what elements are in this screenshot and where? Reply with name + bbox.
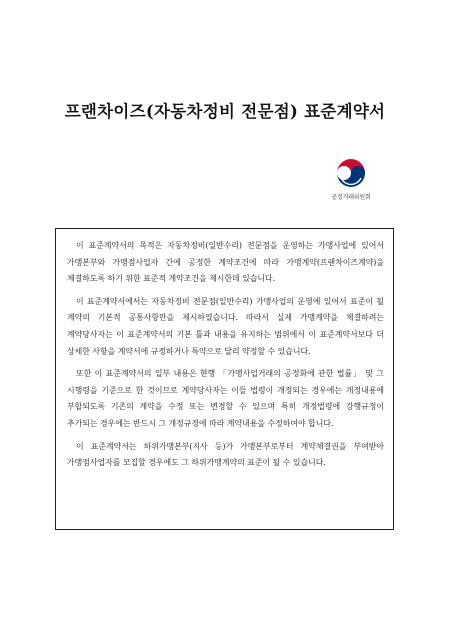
notice-paragraph-4: 이 표준계약서는 하위가맹본부(지사 등)가 가맹본부로부터 계약체결권을 부여받아 가맹점사업자를 모집할 경우에도 그 하위가맹계약의 표준이 될 수 있습니다. [67,441,384,468]
notice-paragraph-3: 또한 이 표준계약서의 일부 내용은 현행 「가맹사업거래의 공정화에 관한 법률」 및 그 시행령을 기준으로 한 것이므로 계약당사자는 이들 법령이 개정되는 경우에는 개정내용에 부합되도록 기존의 계약을 수정 또는 변경할 수 있으며 특히 개정법령에 강행규정이 추가되는 경우에는 반드시 그 개정규정에 따라 계약내용을 수정하여야 합니다. [67,369,384,428]
notice-box [55,228,394,530]
notice-paragraph-1: 이 표준계약서의 목적은 자동차정비(일반수리) 전문점을 운영하는 가맹사업에 있어서 가맹본부와 가맹점사업자 간에 공정한 계약조건에 따라 가맹계약(프랜차이즈계약)을 체결하도록 하기 위한 표준적 계약조건을 제시한데 있습니다. [67,241,384,284]
agency-name: 공정거래위원회 [331,194,371,201]
taegeuk-emblem-icon [336,158,366,188]
notice-paragraph-2: 이 표준계약서에서는 자동차정비 전문점(일반수리) 가맹사업의 운영에 있어서 표준이 될 계약의 기본적 공통사항만을 제시하였습니다. 따라서 실제 가맹계약을 체결하려는 계약당사자는 이 표준계약서의 기본 틀과 내용을 유지하는 범위에서 이 표준계약서보다 더 상세한 사항을 계약서에 규정하거나 특약으로 달리 약정할 수 있습니다. [67,296,384,356]
agency-logo [316,158,386,201]
document-title: 프랜차이즈(자동차정비 전문점) 표준계약서 [64,102,386,121]
